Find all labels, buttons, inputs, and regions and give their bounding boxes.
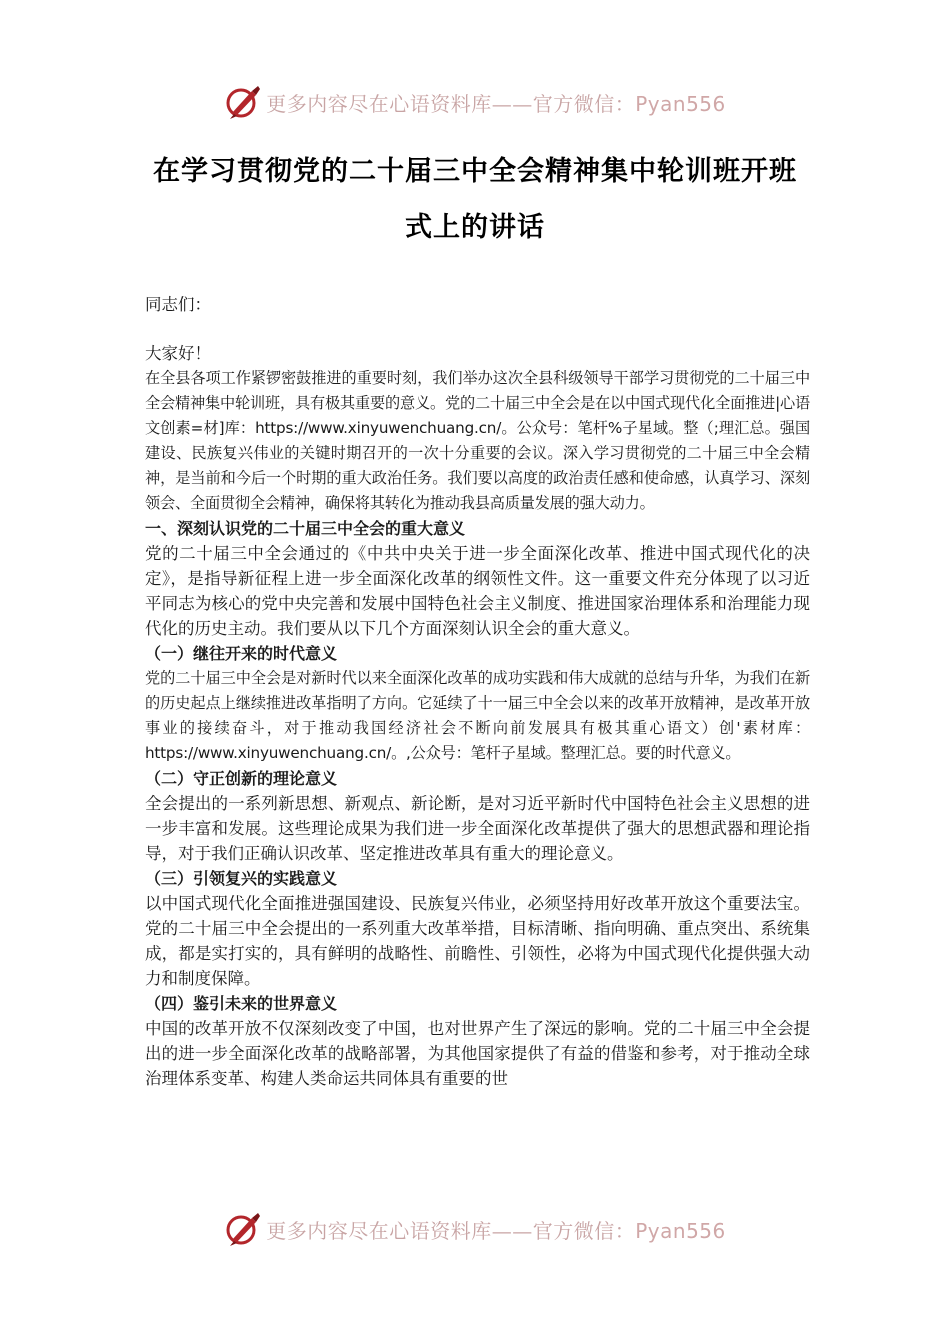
pen-nib-logo-icon (224, 83, 262, 121)
title-line-1: 在学习贯彻党的二十届三中全会精神集中轮训班开班 (153, 156, 797, 187)
subsection-3-heading: （三）引领复兴的实践意义 (145, 869, 338, 888)
salutation: 同志们： (145, 295, 211, 314)
section-1-heading: 一、深刻认识党的二十届三中全会的重大意义 (145, 519, 466, 538)
pen-nib-logo-icon (224, 1210, 262, 1248)
wechat-id: Pyan556 (635, 91, 726, 116)
banner-text: 更多内容尽在心语资料库——官方微信：Pyan556 (266, 91, 726, 116)
subsection-4-paragraph: 中国的改革开放不仅深刻改变了中国，也对世界产生了深远的影响。党的二十届三中全会提出的进一步全面深化改革的战略部署，为其他国家提供了有益的借鉴和参考，对于推动全球治理体系变革、构建人类命运共同体具有重要的世 (145, 1019, 810, 1088)
footer-watermark-banner (0, 1207, 950, 1251)
subsection-2-heading: （二）守正创新的理论意义 (145, 769, 338, 788)
greeting: 大家好！ (145, 344, 211, 363)
subsection-1-heading: （一）继往开来的时代意义 (145, 644, 338, 663)
banner-text: 更多内容尽在心语资料库——官方微信：Pyan556 (266, 1218, 726, 1243)
wechat-id: Pyan556 (635, 1218, 726, 1243)
subsection-1-paragraph: 党的二十届三中全会是对新时代以来全面深化改革的成功实践和伟大成就的总结与升华，为我们在新的历史起点上继续推进改革指明了方向。它延续了十一届三中全会以来的改革开放精神，是改革开放事业的接续奋斗，对于推动我国经济社会不断向前发展具有极其重心语文）创'素材库：https://www.xinyuwenchuang.cn/。,公众号：笔杆子星域。整理汇总。要的时代意义。 (145, 669, 810, 762)
document-title (130, 144, 820, 256)
section-1-paragraph: 党的二十届三中全会通过的《中共中央关于进一步全面深化改革、推进中国式现代化的决定》，是指导新征程上进一步全面深化改革的纲领性文件。这一重要文件充分体现了以习近平同志为核心的党中央完善和发展中国特色社会主义制度、推进国家治理体系和治理能力现代化的历史主动。我们要从以下几个方面深刻认识全会的重大意义。 (145, 544, 810, 638)
subsection-4-heading: （四）鉴引未来的世界意义 (145, 994, 338, 1013)
subsection-2-paragraph: 全会提出的一系列新思想、新观点、新论断，是对习近平新时代中国特色社会主义思想的进一步丰富和发展。这些理论成果为我们进一步全面深化改革提供了强大的思想武器和理论指导，对于我们正确认识改革、坚定推进改革具有重大的理论意义。 (145, 794, 810, 863)
subsection-3-paragraph: 以中国式现代化全面推进强国建设、民族复兴伟业，必须坚持用好改革开放这个重要法宝。党的二十届三中全会提出的一系列重大改革举措，目标清晰、指向明确、重点突出、系统集成，都是实打实的，具有鲜明的战略性、前瞻性、引领性，必将为中国式现代化提供强大动力和制度保障。 (145, 894, 810, 988)
document-body (145, 292, 810, 1091)
intro-paragraph: 在全县各项工作紧锣密鼓推进的重要时刻，我们举办这次全县科级领导干部学习贯彻党的二十届三中全会精神集中轮训班，具有极其重要的意义。党的二十届三中全会是在以中国式现代化全面推进|心语文创素=材]库：https://www.xinyuwenchuang.cn/。公众号：笔杆%子星域。整（;理汇总。强国建设、民族复兴伟业的关键时期召开的一次十分重要的会议。深入学习贯彻党的二十届三中全会精神，是当前和今后一个时期的重大政治任务。我们要以高度的政治责任感和使命感，认真学习、深刻领会、全面贯彻全会精神，确保将其转化为推动我县高质量发展的强大动力。 (145, 369, 810, 512)
banner-content (224, 1210, 726, 1248)
title-line-2: 式上的讲话 (405, 212, 545, 243)
header-watermark-banner (0, 80, 950, 124)
banner-content (224, 83, 726, 121)
